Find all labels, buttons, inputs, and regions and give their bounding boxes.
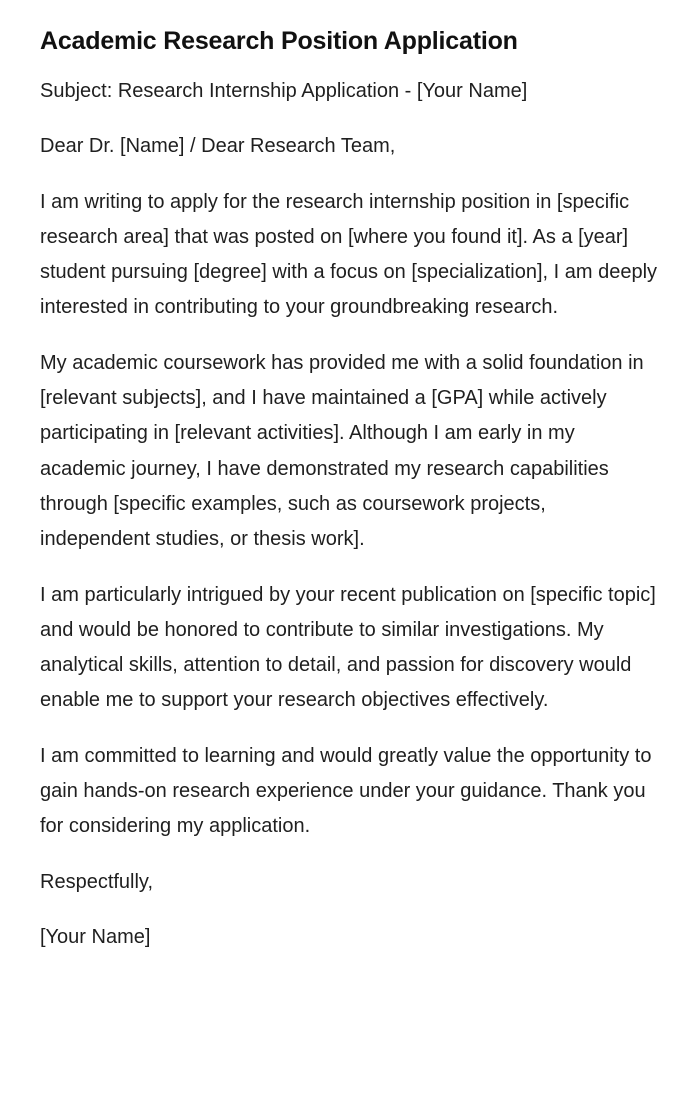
signature: [Your Name] xyxy=(40,925,151,948)
salutation: Dear Dr. [Name] / Dear Research Team, xyxy=(40,135,396,158)
closing: Respectfully, xyxy=(40,870,154,893)
body-paragraph-3: I am particularly intrigued by your recent publication on [specific topic] and would be honored to contribute to similar investigations. My analytical skills, attention to detail, and passion for discovery would enable me to support your research objectives effectively. xyxy=(40,583,656,712)
body-paragraph-1: I am writing to apply for the research internship position in [specific research area] that was posted on [where you found it]. As a [year] student pursuing [degree] with a focus on [specialization], I am deeply interested in contributing to your groundbreaking research. xyxy=(40,190,658,319)
body-paragraph-2: My academic coursework has provided me with a solid foundation in [relevant subjects], and I have maintained a [GPA] while actively participating in [relevant activities]. Although I am early in my academic journey, I have demonstrated my research capabilities through [specific examples, such as coursework projects, independent studies, or thesis work]. xyxy=(40,351,644,551)
subject-line: Subject: Research Internship Application - [Your Name] xyxy=(40,80,528,102)
body-paragraph-4: I am committed to learning and would greatly value the opportunity to gain hands-on research experience under your guidance. Thank you for considering my application. xyxy=(40,744,652,838)
document-title: Academic Research Position Application xyxy=(40,27,518,55)
